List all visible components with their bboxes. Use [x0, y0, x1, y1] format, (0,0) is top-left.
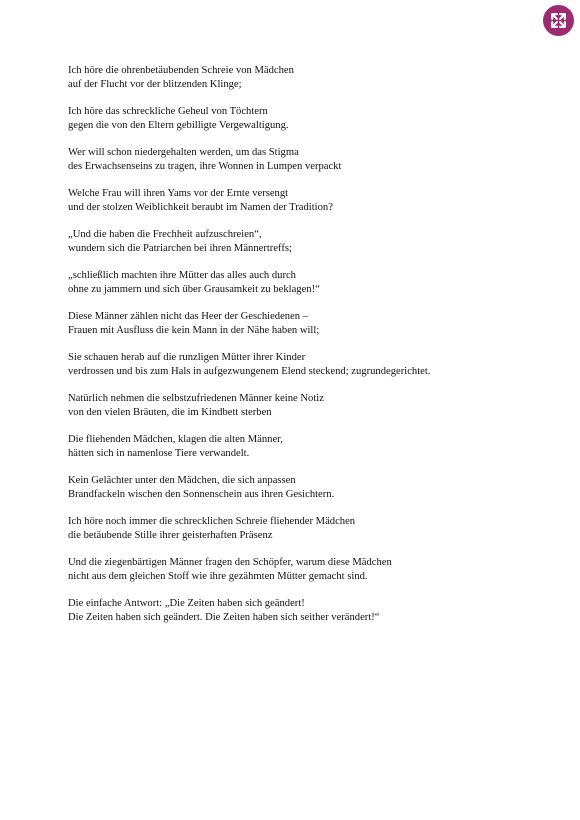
poem-line: Brandfackeln wischen den Sonnenschein aus ihren Gesichtern.: [68, 489, 335, 500]
poem-line: gegen die von den Eltern gebilligte Vergewaltigung.: [68, 120, 289, 131]
expand-arrows-icon: [549, 11, 568, 30]
poem-line: und der stolzen Weiblichkeit beraubt im Namen der Tradition?: [68, 202, 333, 213]
poem-line: nicht aus dem gleichen Stoff wie ihre gezähmten Mütter gemacht sind.: [68, 571, 368, 582]
poem-line: Die fliehenden Mädchen, klagen die alten Männer,: [68, 434, 283, 445]
poem-line: Und die ziegenbärtigen Männer fragen den Schöpfer, warum diese Mädchen: [68, 557, 392, 568]
stanza: [68, 187, 568, 215]
poem-line: Welche Frau will ihren Yams vor der Ernte versengt: [68, 188, 289, 199]
poem-line: ohne zu jammern und sich über Grausamkeit zu beklagen!“: [68, 284, 320, 295]
stanza: [68, 64, 568, 92]
poem-line: von den vielen Bräuten, die im Kindbett sterben: [68, 407, 272, 418]
poem-line: Kein Gelächter unter den Mädchen, die sich anpassen: [68, 475, 296, 486]
stanza: [68, 556, 568, 584]
poem-line: Frauen mit Ausfluss die kein Mann in der Nähe haben will;: [68, 325, 320, 336]
poem-line: Diese Männer zählen nicht das Heer der Geschiedenen –: [68, 311, 309, 322]
poem-line: wundern sich die Patriarchen bei ihren Männertreffs;: [68, 243, 292, 254]
stanza: [68, 597, 568, 625]
poem-line: „schließlich machten ihre Mütter das alles auch durch: [68, 270, 296, 281]
expand-button[interactable]: [543, 5, 574, 36]
stanza: [68, 105, 568, 133]
poem-line: Ich höre das schreckliche Geheul von Töchtern: [68, 106, 268, 117]
poem-line: „Und die haben die Frechheit aufzuschreien“,: [68, 229, 262, 240]
poem-line: des Erwachsenseins zu tragen, ihre Wonnen in Lumpen verpackt: [68, 161, 342, 172]
poem-line: hätten sich in namenlose Tiere verwandelt.: [68, 448, 250, 459]
stanza: [68, 351, 568, 379]
stanza: [68, 392, 568, 420]
stanza: [68, 146, 568, 174]
poem-line: Natürlich nehmen die selbstzufriedenen Männer keine Notiz: [68, 393, 324, 404]
poem-line: Sie schauen herab auf die runzligen Mütter ihrer Kinder: [68, 352, 306, 363]
poem-line: Ich höre die ohrenbetäubenden Schreie von Mädchen: [68, 65, 294, 76]
poem-line: auf der Flucht vor der blitzenden Klinge;: [68, 79, 242, 90]
poem-body: [68, 64, 568, 638]
stanza: [68, 433, 568, 461]
stanza: [68, 474, 568, 502]
poem-line: Die Zeiten haben sich geändert. Die Zeiten haben sich seither verändert!“: [68, 612, 380, 623]
poem-line: verdrossen und bis zum Hals in aufgezwungenem Elend steckend; zugrundegerichtet.: [68, 366, 431, 377]
poem-line: Wer will schon niedergehalten werden, um das Stigma: [68, 147, 299, 158]
stanza: [68, 269, 568, 297]
stanza: [68, 515, 568, 543]
poem-line: Ich höre noch immer die schrecklichen Schreie fliehender Mädchen: [68, 516, 356, 527]
poem-line: die betäubende Stille ihrer geisterhaften Präsenz: [68, 530, 273, 541]
stanza: [68, 228, 568, 256]
stanza: [68, 310, 568, 338]
poem-line: Die einfache Antwort: „Die Zeiten haben sich geändert!: [68, 598, 305, 609]
